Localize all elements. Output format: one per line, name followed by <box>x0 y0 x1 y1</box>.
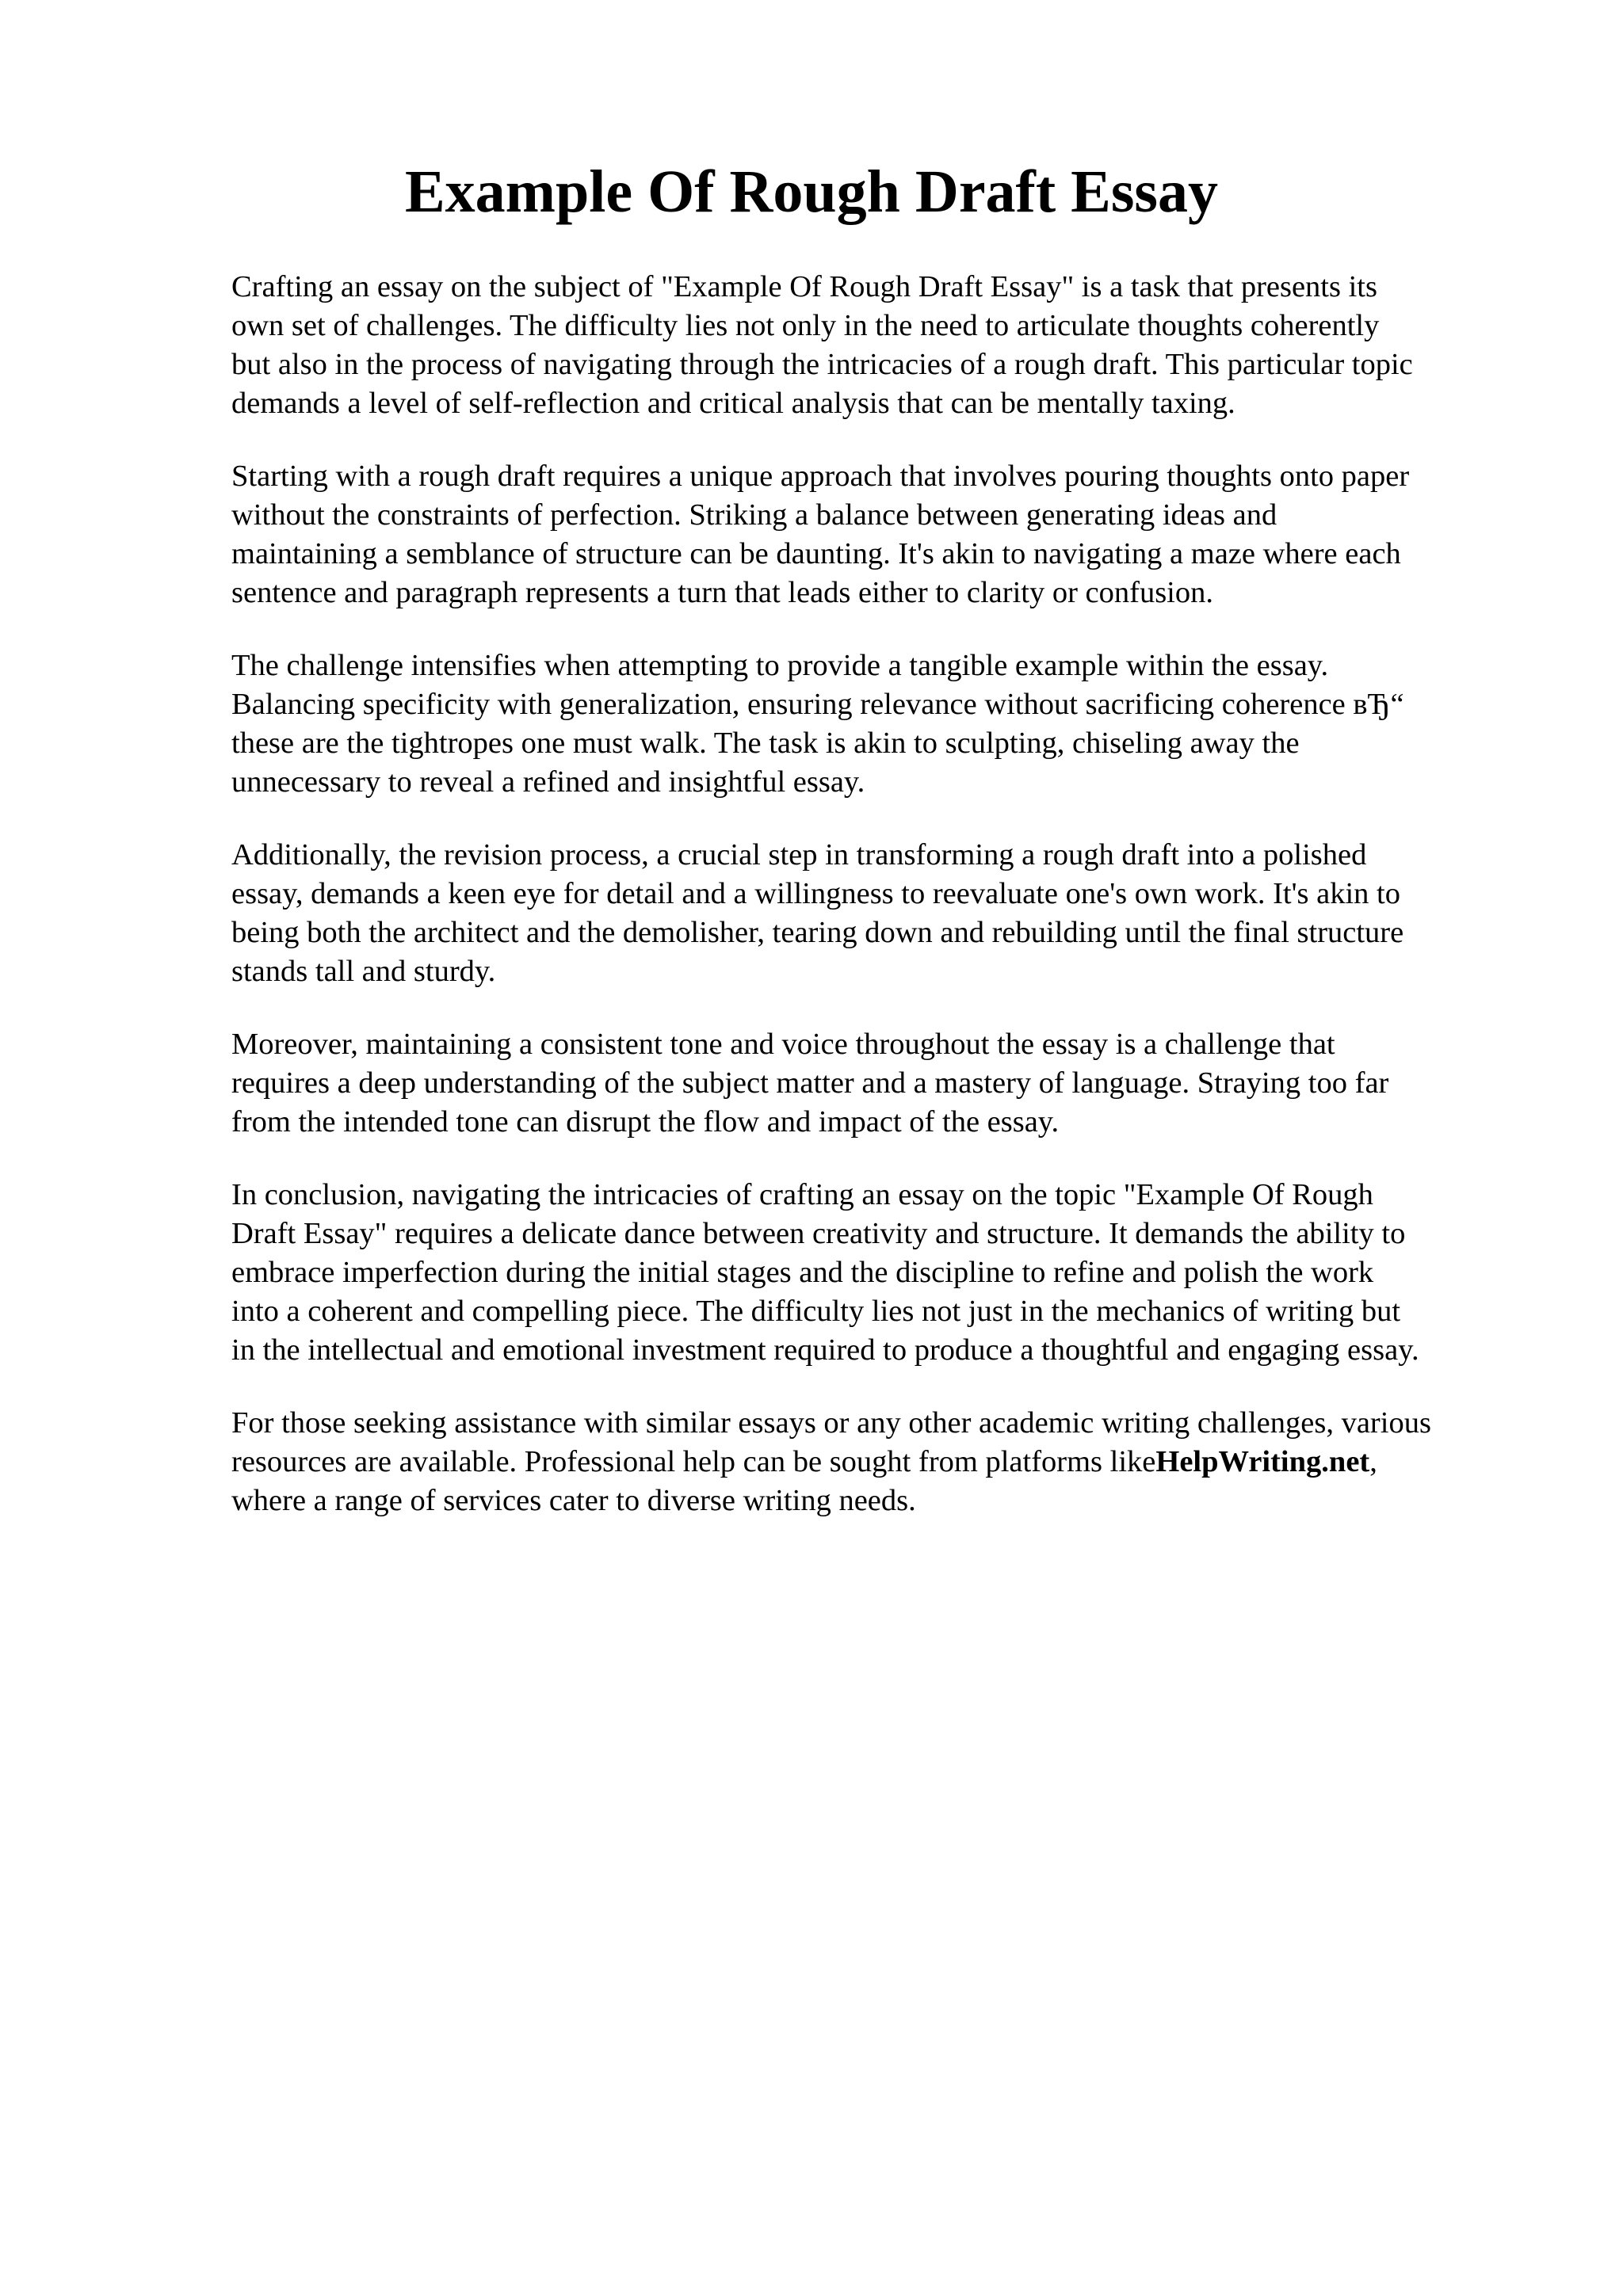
document-title: Example Of Rough Draft Essay <box>404 158 1219 225</box>
text-line: unnecessary to reveal a refined and insightful essay. <box>231 765 865 799</box>
paragraph-3 <box>231 646 1531 802</box>
text-line: these are the tightropes one must walk. The task is akin to sculpting, chiseling away the <box>231 727 1300 760</box>
text-line: into a coherent and compelling piece. The difficulty lies not just in the mechanics of writing but <box>231 1295 1401 1328</box>
text-segment: , <box>1369 1445 1377 1478</box>
paragraph-1 <box>231 268 1531 423</box>
paragraph-4 <box>231 836 1531 991</box>
text-line: For those seeking assistance with similar essays or any other academic writing challenges, various <box>231 1406 1431 1440</box>
paragraph-6 <box>231 1176 1531 1370</box>
text-line: without the constraints of perfection. Striking a balance between generating ideas and <box>231 498 1277 532</box>
text-line: Balancing specificity with generalization, ensuring relevance without sacrificing coherence вЂ“ <box>231 688 1404 721</box>
text-line: but also in the process of navigating through the intricacies of a rough draft. This particular topic <box>231 348 1413 381</box>
text-line: embrace imperfection during the initial stages and the discipline to refine and polish the work <box>231 1256 1374 1289</box>
text-line: The challenge intensifies when attempting to provide a tangible example within the essay. <box>231 649 1329 682</box>
text-line: Additionally, the revision process, a crucial step in transforming a rough draft into a polished <box>231 838 1367 871</box>
text-line: In conclusion, navigating the intricacies of crafting an essay on the topic "Example Of Rough <box>231 1178 1373 1211</box>
text-line: maintaining a semblance of structure can be daunting. It's akin to navigating a maze where each <box>231 537 1401 570</box>
text-line: Draft Essay" requires a delicate dance between creativity and structure. It demands the ability to <box>231 1217 1406 1250</box>
text-line: Starting with a rough draft requires a unique approach that involves pouring thoughts onto paper <box>231 460 1410 493</box>
text-line <box>231 1443 1531 1482</box>
document-body <box>231 268 1531 1554</box>
text-line: requires a deep understanding of the subject matter and a mastery of language. Straying too far <box>231 1066 1389 1100</box>
text-line: own set of challenges. The difficulty lies not only in the need to articulate thoughts coherently <box>231 309 1380 342</box>
text-line: Moreover, maintaining a consistent tone and voice throughout the essay is a challenge that <box>231 1028 1335 1061</box>
text-line: from the intended tone can disrupt the flow and impact of the essay. <box>231 1105 1060 1138</box>
text-line: demands a level of self-reflection and critical analysis that can be mentally taxing. <box>231 387 1235 420</box>
paragraph-2 <box>231 457 1531 612</box>
text-line: where a range of services cater to diverse writing needs. <box>231 1484 916 1517</box>
paragraph-5 <box>231 1025 1531 1142</box>
helpwriting-link[interactable]: HelpWriting.net <box>1155 1445 1370 1478</box>
text-segment: resources are available. Professional help can be sought from platforms like <box>231 1445 1156 1478</box>
text-line: being both the architect and the demolisher, tearing down and rebuilding until the final structure <box>231 916 1404 949</box>
paragraph-7 <box>231 1404 1531 1520</box>
text-line: in the intellectual and emotional investment required to produce a thoughtful and engaging essay. <box>231 1333 1419 1367</box>
text-line: sentence and paragraph represents a turn that leads either to clarity or confusion. <box>231 576 1213 609</box>
text-line: essay, demands a keen eye for detail and a willingness to reevaluate one's own work. It's akin to <box>231 877 1400 910</box>
text-line: stands tall and sturdy. <box>231 955 496 988</box>
text-line: Crafting an essay on the subject of "Example Of Rough Draft Essay" is a task that presents its <box>231 270 1377 303</box>
